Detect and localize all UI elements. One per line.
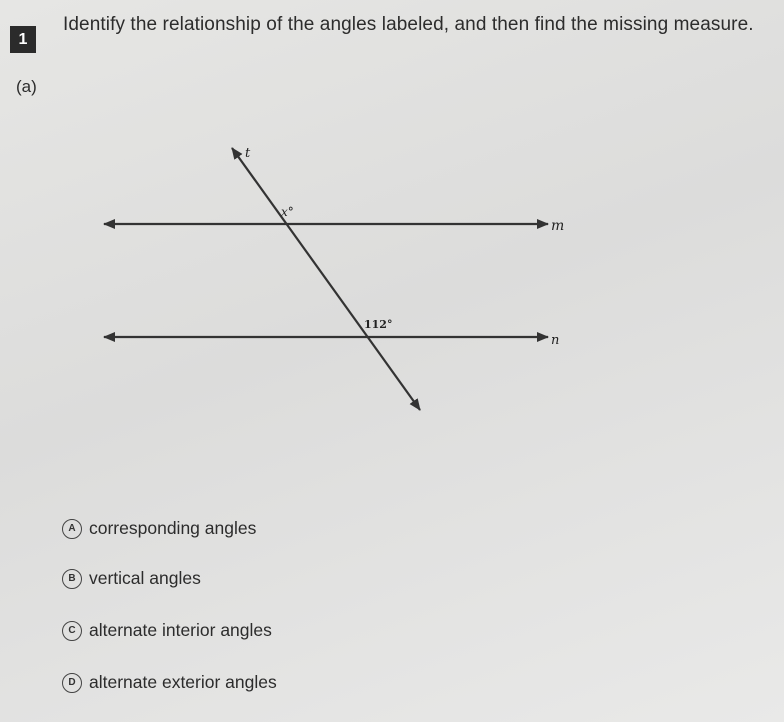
- transversal-t: [232, 148, 420, 410]
- choice-d[interactable]: [62, 672, 277, 693]
- choice-a-bubble[interactable]: A: [62, 519, 82, 539]
- choice-d-text: alternate exterior angles: [89, 672, 277, 692]
- question-number-badge: 1: [10, 26, 36, 53]
- choice-a-text: corresponding angles: [89, 518, 257, 538]
- choice-c-text: alternate interior angles: [89, 620, 272, 640]
- label-n: n: [551, 333, 560, 348]
- part-label: (a): [16, 77, 37, 96]
- angle-112-label: 112°: [364, 318, 393, 331]
- choice-c-bubble[interactable]: C: [62, 621, 82, 641]
- question-prompt: Identify the relationship of the angles labeled, and then find the missing measure.: [63, 14, 754, 35]
- choice-b-bubble[interactable]: B: [62, 569, 82, 589]
- angle-x-label: x°: [281, 205, 294, 219]
- choice-c[interactable]: [62, 620, 272, 641]
- choice-b[interactable]: [62, 568, 201, 589]
- label-m: m: [551, 218, 565, 234]
- choice-d-bubble[interactable]: D: [62, 673, 82, 693]
- choice-a[interactable]: [62, 518, 256, 539]
- choice-b-text: vertical angles: [89, 568, 201, 588]
- label-t: t: [245, 146, 251, 161]
